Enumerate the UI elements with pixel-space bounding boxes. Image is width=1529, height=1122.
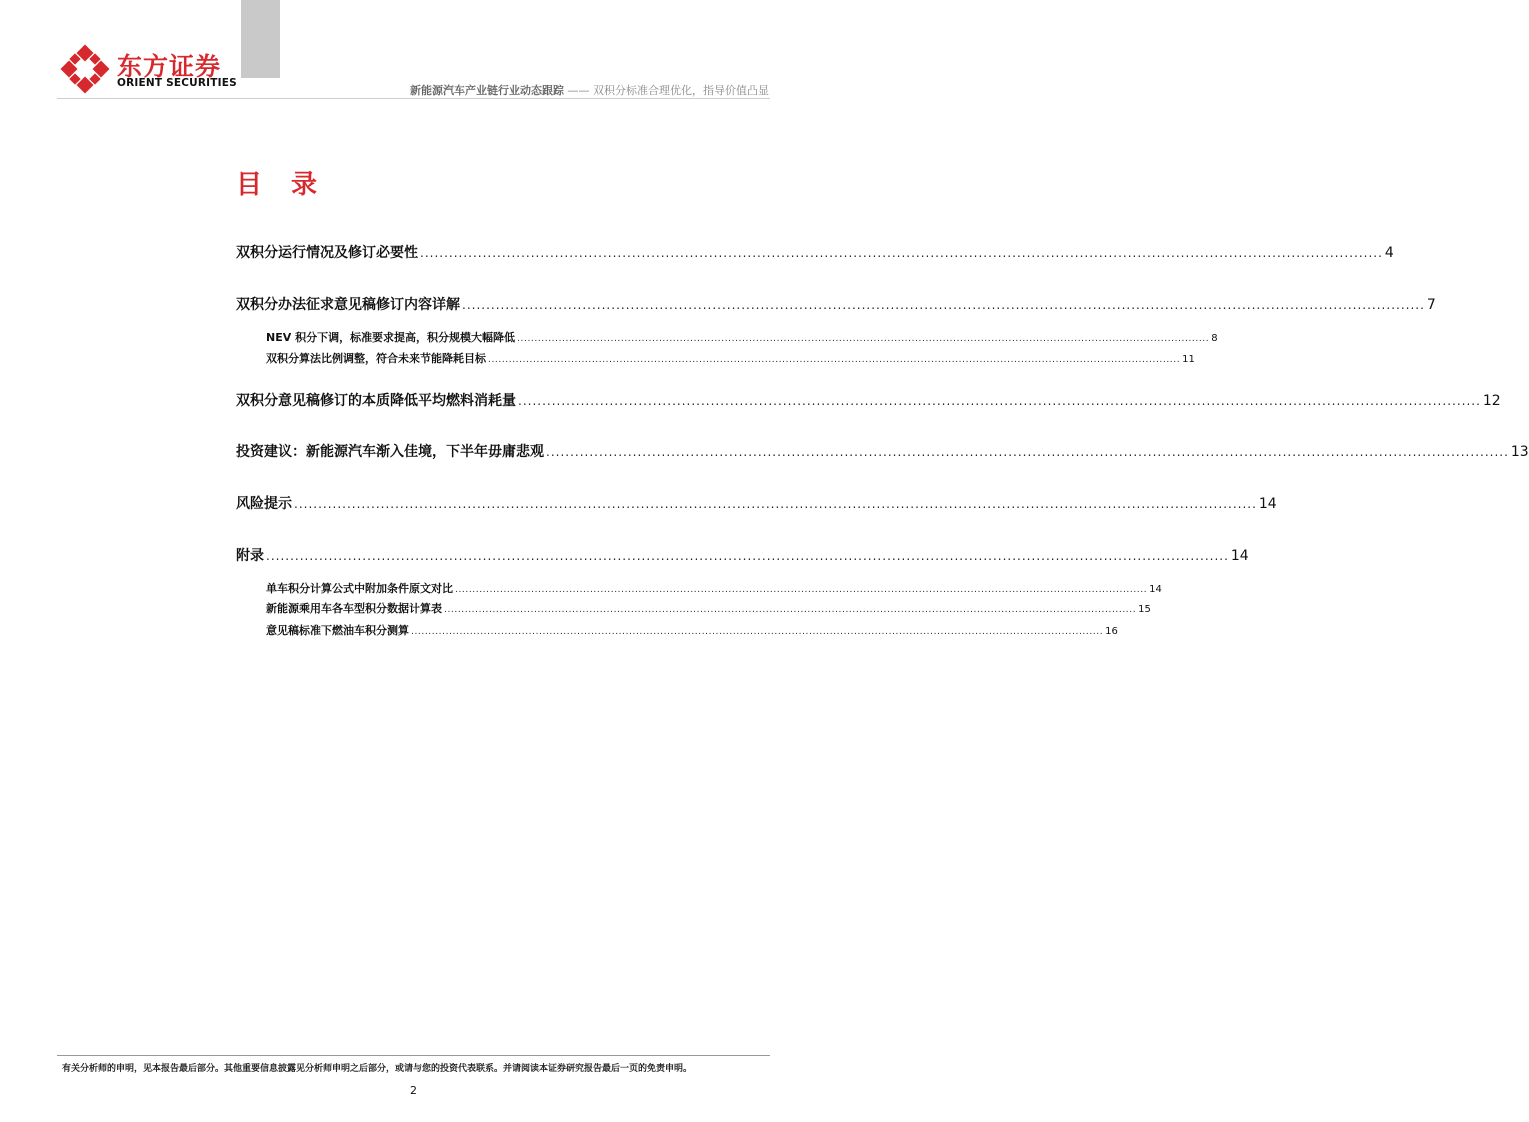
toc-entry-label: 附录	[236, 548, 264, 564]
toc-entry-page: 4	[1384, 245, 1394, 261]
toc-leader-dots: ........................................................................................................................................................................................................	[411, 627, 1104, 637]
toc-entry[interactable]	[236, 390, 1501, 410]
page-number: 2	[410, 1084, 417, 1097]
toc-entry-label: 新能源乘用车各车型积分数据计算表	[266, 602, 442, 615]
report-topic: 双积分标准合理优化，指导价值凸显	[593, 84, 769, 97]
footer-divider	[57, 1055, 770, 1056]
brand-name-en: ORIENT SECURITIES	[117, 77, 237, 89]
toc-leader-dots: ........................................................................................................................................................................................................	[444, 605, 1137, 615]
toc-leader-dots: ........................................................................................................................................................................................................	[420, 246, 1383, 260]
toc-title: 目 录	[236, 170, 328, 200]
toc-subentry[interactable]	[266, 350, 1195, 366]
toc-leader-dots: ........................................................................................................................................................................................................	[517, 334, 1210, 344]
toc-entry-page: 12	[1482, 393, 1501, 409]
toc-leader-dots: ........................................................................................................................................................................................................	[266, 549, 1229, 563]
toc-entry-label: 双积分运行情况及修订必要性	[236, 245, 418, 261]
subtitle-separator: ——	[564, 84, 593, 97]
toc-entry-label: 双积分算法比例调整，符合未来节能降耗目标	[266, 352, 486, 365]
toc-subentry[interactable]	[266, 329, 1218, 345]
toc-entry-label: 单车积分计算公式中附加条件原文对比	[266, 582, 453, 595]
orient-securities-logo-icon	[62, 46, 108, 92]
toc-subentry[interactable]	[266, 622, 1118, 638]
toc-entry-label: NEV 积分下调，标准要求提高，积分规模大幅降低	[266, 331, 516, 344]
toc-leader-dots: ........................................................................................................................................................................................................	[488, 355, 1181, 365]
toc-leader-dots: ........................................................................................................................................................................................................	[546, 445, 1509, 459]
toc-leader-dots: ........................................................................................................................................................................................................	[455, 585, 1148, 595]
toc-entry-page: 7	[1426, 297, 1436, 313]
brand-name-cn: 东方证券	[117, 52, 222, 81]
toc-leader-dots: ........................................................................................................................................................................................................	[462, 298, 1425, 312]
toc-entry[interactable]	[236, 493, 1277, 513]
toc-entry-page: 14	[1149, 584, 1162, 595]
toc-entry-page: 14	[1258, 496, 1277, 512]
toc-leader-dots: ........................................................................................................................................................................................................	[294, 497, 1257, 511]
analyst-disclaimer: 有关分析师的申明，见本报告最后部分。其他重要信息披露见分析师申明之后部分，或请与您的投资代表联系。并请阅读本证券研究报告最后一页的免责申明。	[62, 1064, 693, 1074]
toc-entry-label: 投资建议：新能源汽车渐入佳境，下半年毋庸悲观	[236, 444, 544, 460]
report-subtitle	[410, 82, 769, 98]
header-divider	[57, 98, 770, 99]
toc-entry[interactable]	[236, 545, 1249, 565]
report-series: 新能源汽车产业链行业动态跟踪	[410, 84, 564, 97]
toc-entry-page: 16	[1105, 626, 1118, 637]
toc-entry-label: 风险提示	[236, 496, 292, 512]
header-accent-bar	[241, 0, 280, 78]
toc-entry[interactable]	[236, 242, 1394, 262]
toc-entry[interactable]	[236, 294, 1436, 314]
toc-entry-page: 13	[1510, 444, 1529, 460]
toc-entry-label: 双积分办法征求意见稿修订内容详解	[236, 297, 460, 313]
toc-entry-label: 意见稿标准下燃油车积分测算	[266, 624, 409, 637]
toc-entry-page: 14	[1230, 548, 1249, 564]
toc-entry-page: 11	[1182, 354, 1195, 365]
toc-entry[interactable]	[236, 441, 1529, 461]
toc-entry-page: 15	[1138, 604, 1151, 615]
toc-entry-page: 8	[1211, 333, 1218, 344]
toc-entry-label: 双积分意见稿修订的本质降低平均燃料消耗量	[236, 393, 516, 409]
toc-subentry[interactable]	[266, 580, 1162, 596]
toc-leader-dots: ........................................................................................................................................................................................................	[518, 394, 1481, 408]
toc-subentry[interactable]	[266, 600, 1151, 616]
